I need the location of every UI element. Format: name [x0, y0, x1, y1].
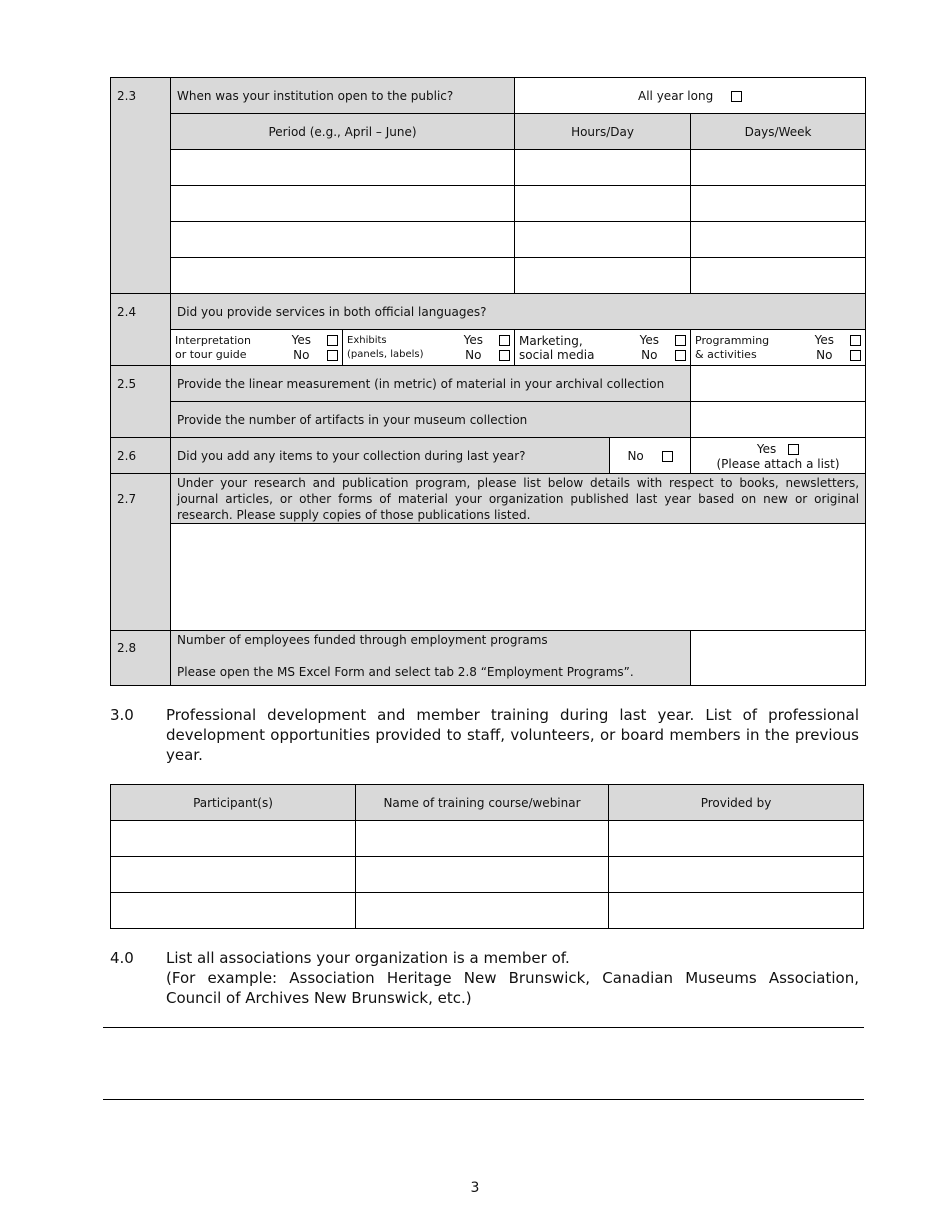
days-input-cell[interactable] [691, 186, 866, 222]
section-number-3-0: 3.0 [110, 706, 134, 724]
yes-checkbox[interactable] [675, 335, 686, 346]
no-label: No [641, 347, 658, 362]
no-label: No [627, 448, 644, 463]
days-input-cell[interactable] [691, 222, 866, 258]
question-artifact-count: Provide the number of artifacts in your museum collection [171, 402, 691, 438]
added-items-no-checkbox[interactable] [662, 451, 673, 462]
table-row [111, 821, 864, 857]
artifact-count-input[interactable] [691, 402, 866, 438]
group-label-line2: (panels, labels) [347, 348, 424, 360]
section-3-text: Professional development and member training during last year. List of professional development opportunities provided to staff, volunteers, or board members in the previous year. [166, 706, 859, 764]
training-table [110, 784, 864, 929]
table-row [111, 857, 864, 893]
attach-list-note: (Please attach a list) [716, 456, 840, 471]
group-label-line1: Programming [695, 333, 770, 347]
no-label: No [293, 347, 310, 362]
yes-label: Yes [291, 332, 311, 347]
section-number-2-6: 2.6 [111, 438, 171, 474]
group-label-line1: Interpretation [175, 333, 251, 347]
days-input-cell[interactable] [691, 258, 866, 294]
question-employment-programs [171, 631, 691, 686]
provider-input-cell[interactable] [609, 821, 864, 857]
participant-input-cell[interactable] [111, 821, 356, 857]
group-label-line1: Exhibits [347, 334, 387, 346]
section-number-2-8: 2.8 [111, 631, 171, 686]
question-publications: Under your research and publication program, please list below details with respect to books, newsletters, journal articles, or other forms of material your organization published last year based on new or original research. Please supply copies of those publications listed. [171, 474, 866, 524]
employment-programs-line2: Please open the MS Excel Form and select tab 2.8 “Employment Programs”. [177, 665, 634, 679]
course-input-cell[interactable] [356, 893, 609, 929]
period-input-cell[interactable] [171, 222, 515, 258]
yes-checkbox[interactable] [327, 335, 338, 346]
publications-input-area[interactable] [171, 524, 866, 631]
course-input-cell[interactable] [356, 821, 609, 857]
course-input-cell[interactable] [356, 857, 609, 893]
provider-input-cell[interactable] [609, 893, 864, 929]
group-label-line2: & activities [695, 347, 757, 361]
yes-checkbox[interactable] [499, 335, 510, 346]
yes-label: Yes [814, 332, 835, 347]
section-number-2-4: 2.4 [111, 294, 171, 366]
period-input-cell[interactable] [171, 186, 515, 222]
table-row [111, 893, 864, 929]
yes-label: Yes [463, 332, 484, 347]
provider-input-cell[interactable] [609, 857, 864, 893]
question-linear-measurement: Provide the linear measurement (in metric) of material in your archival collection [171, 366, 691, 402]
course-column-header: Name of training course/webinar [356, 785, 609, 821]
section-4-example: (For example: Association Heritage New Brunswick, Canadian Museums Association, Council of Archives New Brunswick, etc.) [166, 969, 859, 1007]
days-per-week-column-header: Days/Week [691, 114, 866, 150]
group-label-line1: Marketing, [519, 333, 583, 348]
section-number-2-7: 2.7 [111, 474, 171, 631]
question-added-items: Did you add any items to your collection during last year? [171, 438, 610, 474]
all-year-long-cell [515, 78, 866, 114]
period-column-header: Period (e.g., April – June) [171, 114, 515, 150]
added-items-no-cell [610, 438, 691, 474]
section-number-4-0: 4.0 [110, 949, 134, 967]
no-label: No [465, 347, 482, 362]
group-label-line2: or tour guide [175, 347, 247, 361]
added-items-yes-checkbox[interactable] [788, 444, 799, 455]
question-open-to-public: When was your institution open to the public? [171, 78, 515, 114]
all-year-long-checkbox[interactable] [731, 91, 742, 102]
language-group-marketing [515, 330, 691, 366]
associations-bottom-rule [103, 1099, 864, 1100]
provider-column-header: Provided by [609, 785, 864, 821]
yes-checkbox[interactable] [850, 335, 861, 346]
language-group-programming [691, 330, 866, 366]
language-group-interpretation [171, 330, 343, 366]
all-year-long-label: All year long [638, 88, 714, 103]
linear-measurement-input[interactable] [691, 366, 866, 402]
no-label: No [816, 347, 833, 362]
hours-input-cell[interactable] [515, 258, 691, 294]
no-checkbox[interactable] [675, 350, 686, 361]
employment-programs-line1: Number of employees funded through employment programs [177, 633, 548, 647]
days-input-cell[interactable] [691, 150, 866, 186]
employment-programs-input[interactable] [691, 631, 866, 686]
question-official-languages: Did you provide services in both official languages? [171, 294, 866, 330]
group-label-line2: social media [519, 347, 595, 362]
survey-form-table [110, 77, 866, 686]
no-checkbox[interactable] [850, 350, 861, 361]
section-4-title: List all associations your organization is a member of. [166, 949, 570, 967]
page-number: 3 [470, 1180, 480, 1196]
yes-label: Yes [756, 441, 777, 456]
added-items-yes-cell [691, 438, 866, 474]
hours-per-day-column-header: Hours/Day [515, 114, 691, 150]
no-checkbox[interactable] [327, 350, 338, 361]
hours-input-cell[interactable] [515, 150, 691, 186]
participants-column-header: Participant(s) [111, 785, 356, 821]
language-group-exhibits [343, 330, 515, 366]
participant-input-cell[interactable] [111, 857, 356, 893]
associations-input-area[interactable] [103, 1028, 864, 1099]
section-number-2-5: 2.5 [111, 366, 171, 438]
yes-label: Yes [639, 332, 660, 347]
no-checkbox[interactable] [499, 350, 510, 361]
hours-input-cell[interactable] [515, 222, 691, 258]
hours-input-cell[interactable] [515, 186, 691, 222]
section-number-2-3: 2.3 [111, 78, 171, 294]
period-input-cell[interactable] [171, 150, 515, 186]
participant-input-cell[interactable] [111, 893, 356, 929]
period-input-cell[interactable] [171, 258, 515, 294]
